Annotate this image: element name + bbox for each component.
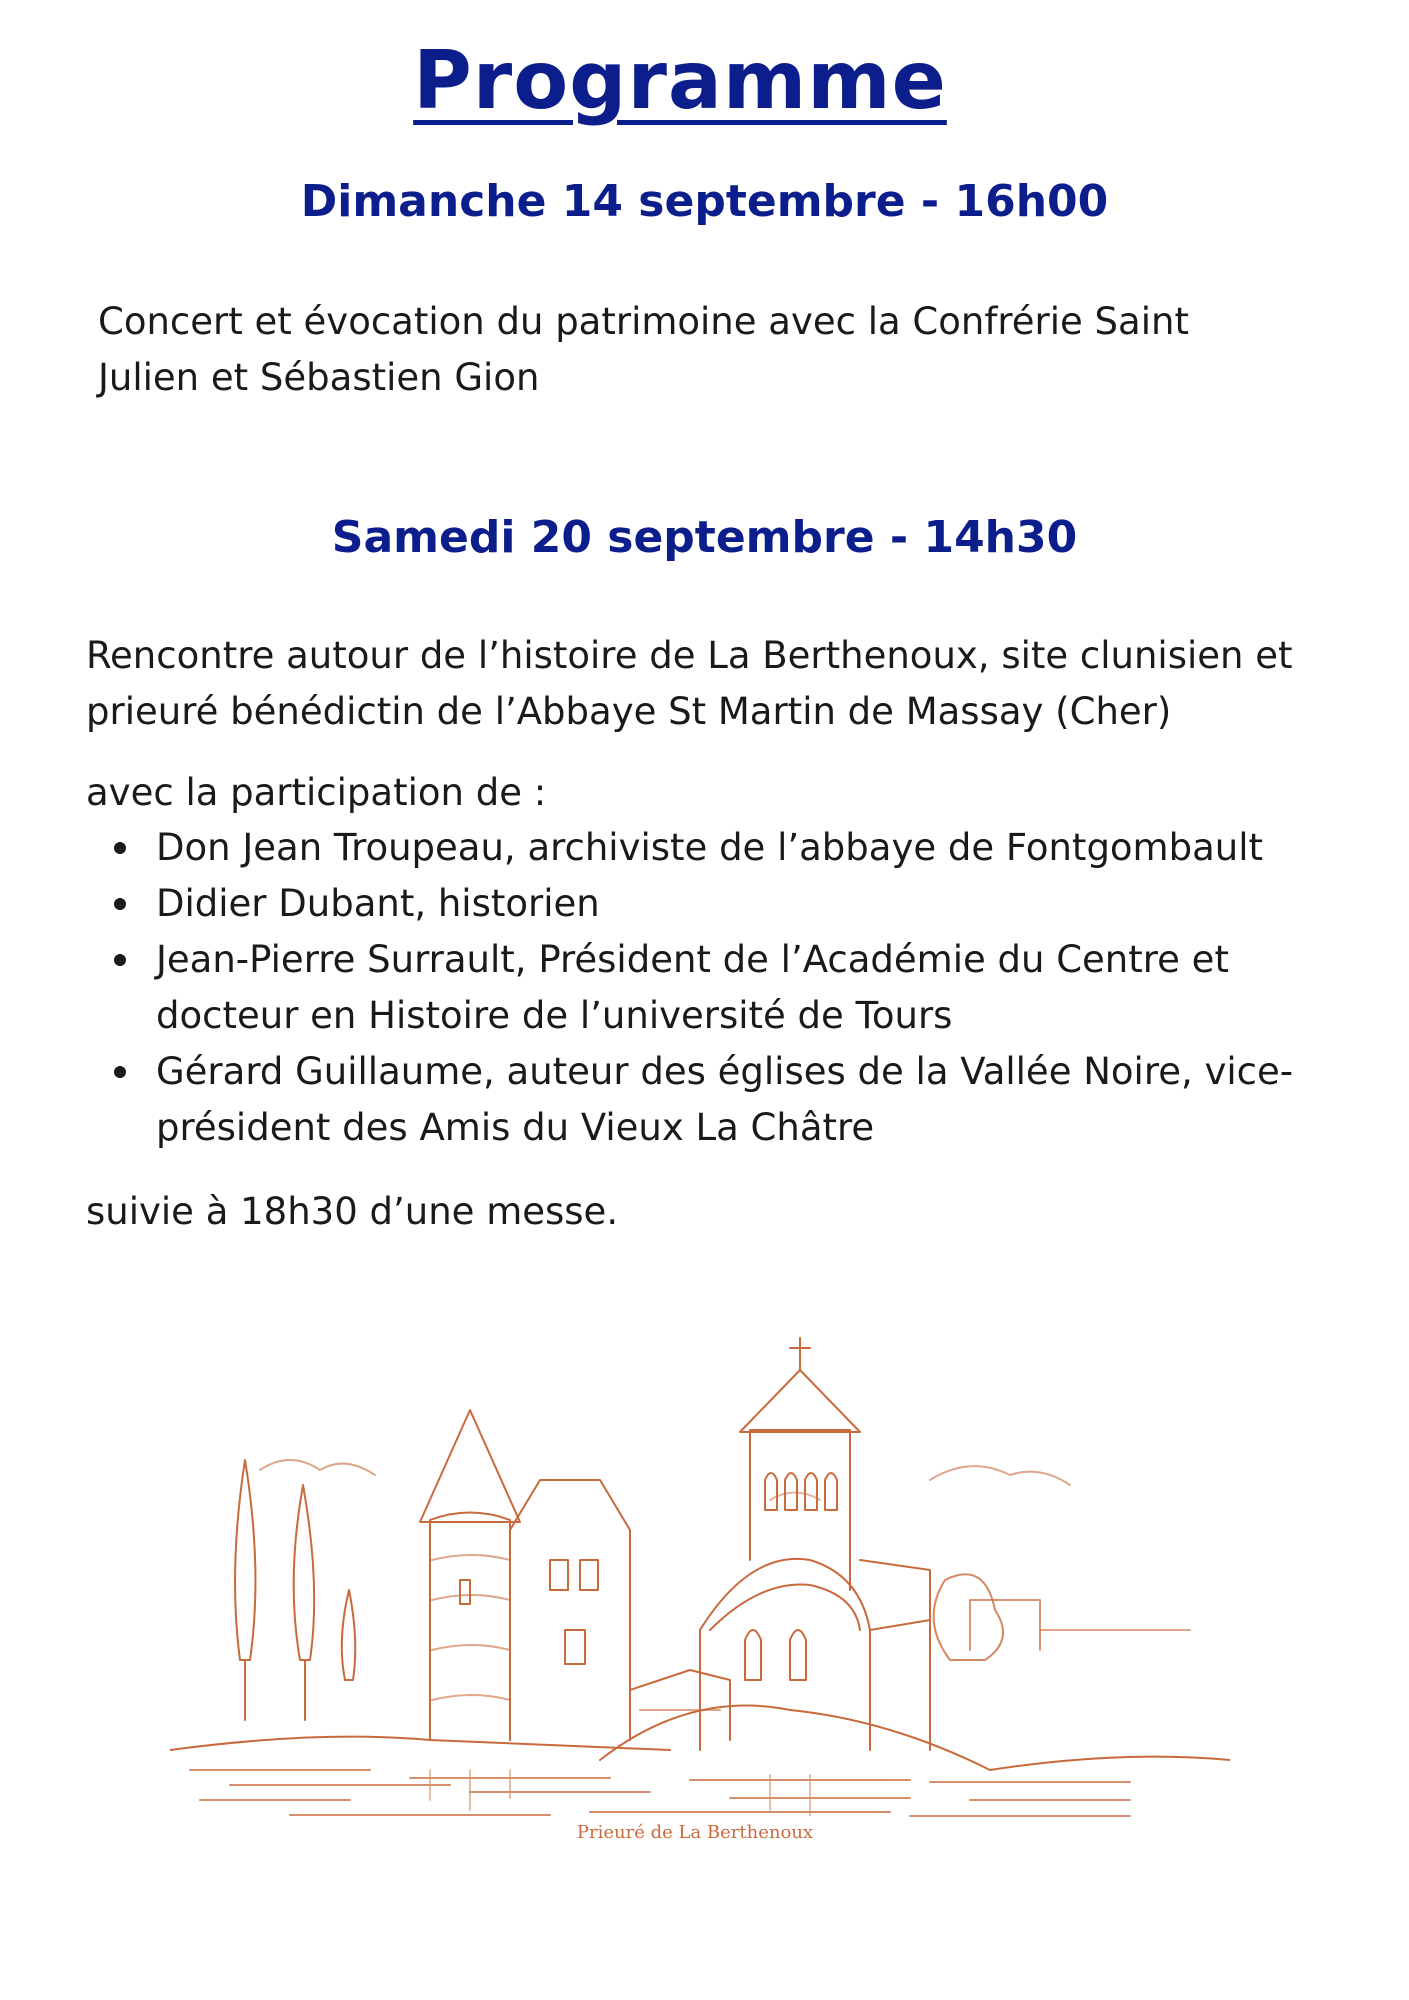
event-2-date: Samedi 20 septembre - 14h30: [331, 512, 1078, 563]
participant-text: Gérard Guillaume, auteur des églises de la Vallée Noire, vice-président des Amis du Vieux La Châtre: [156, 1050, 1294, 1149]
participant-item: [86, 1044, 1346, 1156]
bullet-icon: [114, 842, 126, 854]
page-title: Programme: [413, 34, 947, 127]
round-tower: [430, 1513, 510, 1741]
bullet-icon: [114, 898, 126, 910]
participant-text: Jean-Pierre Surrault, Président de l’Académie du Centre et docteur en Histoire de l’université de Tours: [156, 938, 1229, 1037]
bullet-icon: [114, 954, 126, 966]
poplar-2: [294, 1485, 314, 1660]
participation-intro: avec la participation de :: [86, 771, 547, 814]
mound: [600, 1706, 990, 1770]
participant-item: [86, 932, 1346, 1044]
participant-text: Don Jean Troupeau, archiviste de l’abbaye de Fontgombault: [156, 826, 1264, 869]
event-2-description: Rencontre autour de l’histoire de La Berthenoux, site clunisien et prieuré bénédictin de l’Abbaye St Martin de Massay (Cher): [86, 634, 1293, 733]
tower-roof: [420, 1410, 520, 1522]
event-1-description: Concert et évocation du patrimoine avec la Confrérie Saint Julien et Sébastien Gion: [98, 300, 1189, 399]
illustration-caption: Prieuré de La Berthenoux: [576, 1822, 814, 1843]
participants-list: [86, 820, 1346, 1156]
participant-item: [86, 820, 1346, 876]
bullet-icon: [114, 1066, 126, 1078]
water: [190, 1770, 1130, 1816]
priory-house: [510, 1480, 630, 1740]
participant-item: [86, 876, 1346, 932]
poplar-1: [235, 1460, 255, 1660]
closing-note: suivie à 18h30 d’une messe.: [86, 1190, 619, 1233]
priory-engraving: [170, 1330, 1230, 1830]
participant-text: Didier Dubant, historien: [156, 882, 600, 925]
church-apse: [700, 1559, 870, 1750]
event-1-date: Dimanche 14 septembre - 16h00: [300, 176, 1109, 227]
bell-tower-roof: [740, 1370, 860, 1432]
